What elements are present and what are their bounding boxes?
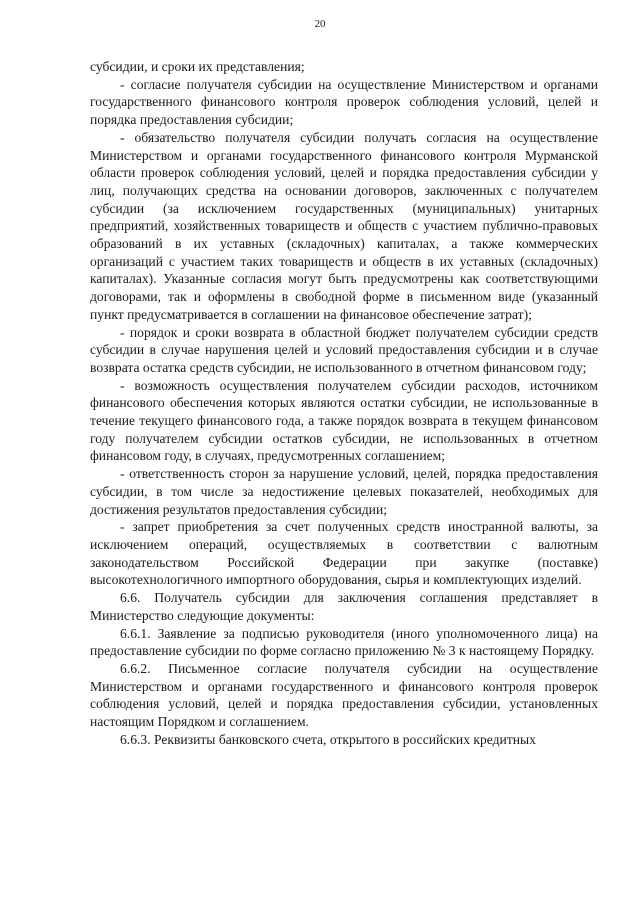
paragraph-section-6-6-2: 6.6.2. Письменное согласие получателя субсидии на осуществление Министерством и органами государственного и финансового контроля проверок соблюдения условий, целей и порядка предоставления субсидии, установленных настоящим Порядком и соглашением. — [90, 660, 598, 730]
paragraph-section-6-6: 6.6. Получатель субсидии для заключения соглашения представляет в Министерство следующие документы: — [90, 590, 598, 623]
paragraph-return-procedure: - порядок и сроки возврата в областной бюджет получателем субсидии средств субсидии в случае нарушения целей и условий предоставления субсидии и в случае возврата остатка средств субсидии, не использованного в отчетном финансовом году; — [90, 324, 598, 375]
paragraph-submission-terms: субсидии, и сроки их представления; — [90, 59, 305, 74]
paragraph-responsibility: - ответственность сторон за нарушение условий, целей, порядка предоставления субсидии, в том числе за недостижение целевых показателей, необходимых для достижения результатов предоставления субсидии; — [90, 466, 598, 517]
paragraph-remaining-funds: - возможность осуществления получателем субсидии расходов, источником финансового обеспечения которых являются остатки субсидии, не использованные в течение текущего финансового года, а также порядок возврата в текущем финансовом году получателем субсидии остатков субсидии, не использованных в отчетном финансовом году, в случаях, предусмотренных соглашением; — [90, 377, 598, 464]
document-body — [90, 58, 598, 748]
paragraph-section-6-6-3: 6.6.3. Реквизиты банковского счета, открытого в российских кредитных — [120, 731, 536, 747]
page-number: 20 — [314, 18, 326, 30]
paragraph-currency-ban: - запрет приобретения за счет полученных средств иностранной валюты, за исключением операций, осуществляемых в соответствии с валютным законодательством Российской Федерации при закупке (поставке) высокотехнологичного импортного оборудования, сырья и комплектующих изделий. — [90, 519, 598, 588]
paragraph-obligation-consents: - обязательство получателя субсидии получать согласия на осуществление Министерством и органами государственного финансового контроля Мурманской области проверок соблюдения условий, целей и порядка предоставления субсидии у лиц, получающих средства на основании договоров, заключенных с получателем субсидии (за исключением государственных (муниципальных) унитарных предприятий, хозяйственных товариществ и обществ с участием публично-правовых образований в их уставных (складочных) капиталах, а также коммерческих организаций с участием таких товариществ и обществ в их уставных (складочных) капиталах). Указанные согласия могут быть предусмотрены как соответствующими договорами, так и оформлены в свободной форме в письменном виде (указанный пункт предусматривается в соглашении на финансовое обеспечение затрат); — [90, 129, 598, 322]
paragraph-section-6-6-1: 6.6.1. Заявление за подписью руководителя (иного уполномоченного лица) на предоставление субсидии по форме согласно приложению № 3 к настоящему Порядку. — [90, 625, 598, 659]
paragraph-consent-inspections: - согласие получателя субсидии на осуществление Министерством и органами государственного финансового контроля проверок соблюдения условий, целей и порядка предоставления субсидии; — [90, 76, 598, 128]
